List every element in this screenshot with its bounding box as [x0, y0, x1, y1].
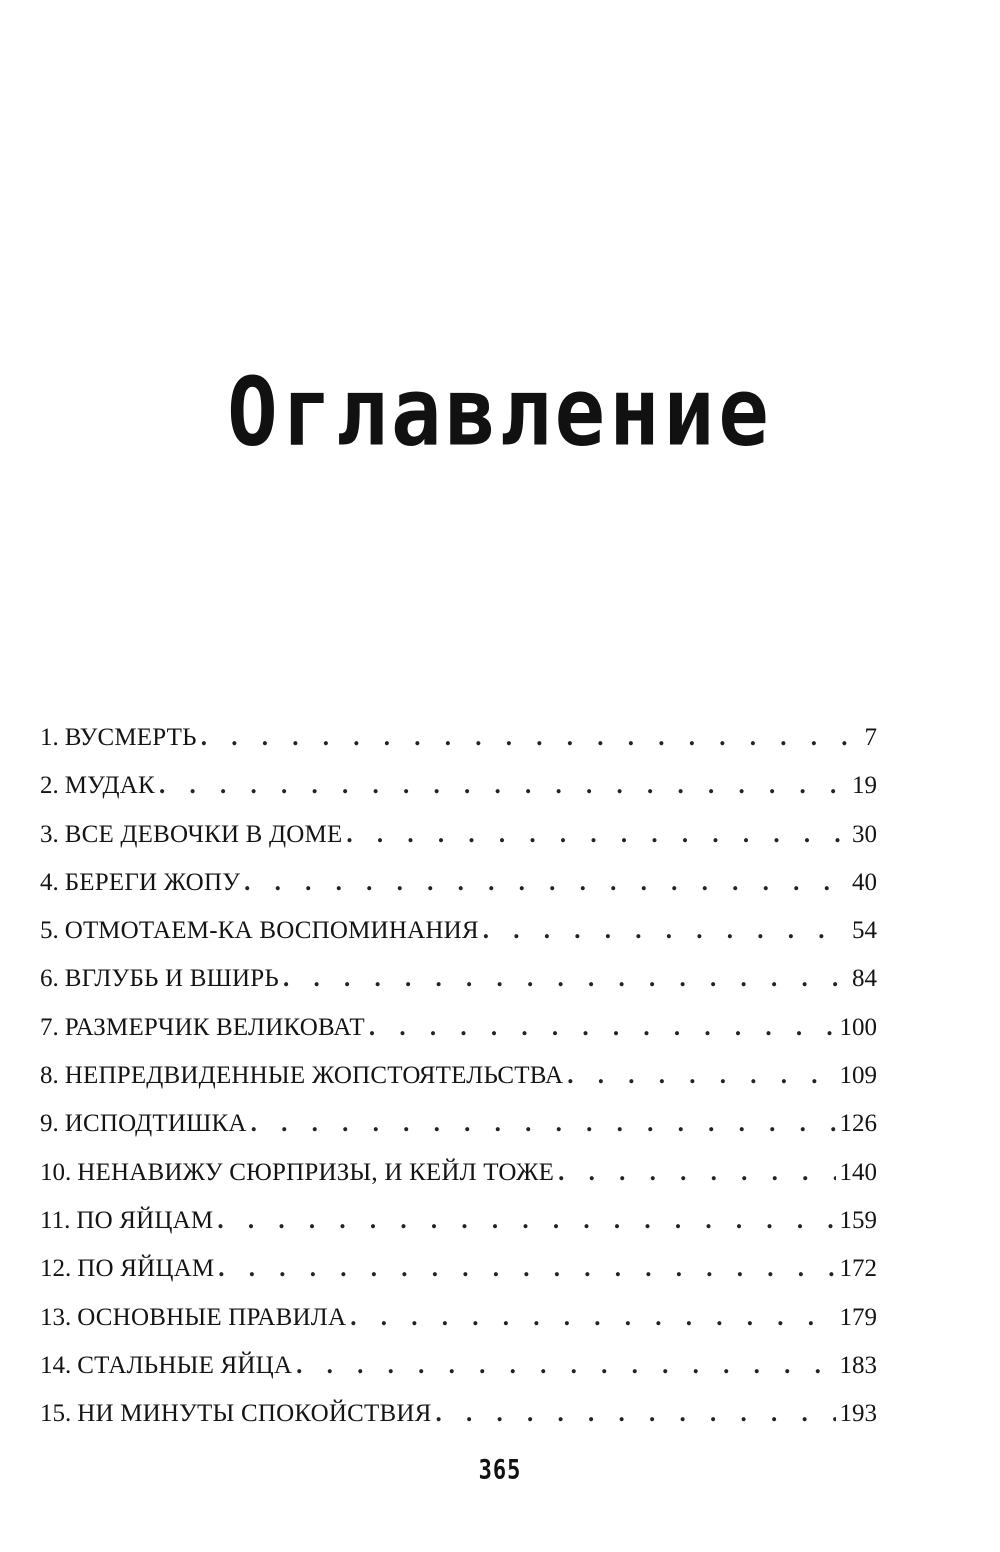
toc-entry-page: 179 [839, 1303, 877, 1331]
toc-entry-title: ОТМОТАЕМ-КА ВОСПОМИНАНИЯ [64, 917, 479, 945]
toc-entry [40, 1100, 877, 1148]
toc-entry-number: 1. [40, 724, 59, 751]
toc-entry-page: 30 [852, 820, 877, 848]
toc-entry [40, 955, 877, 1003]
toc-dot-leader [201, 714, 861, 762]
toc-entry [40, 1004, 877, 1052]
toc-dot-leader [217, 1197, 835, 1245]
toc-dot-leader [350, 1294, 835, 1342]
toc-entry [40, 859, 877, 907]
toc-entry [40, 1390, 877, 1438]
toc-entry-title: ИСПОДТИШКА [64, 1110, 247, 1138]
toc-entry-page: 40 [852, 868, 877, 896]
toc-entry-title: ВУСМЕРТЬ [64, 724, 197, 751]
toc-entry-page: 84 [852, 965, 877, 993]
toc-entry [40, 1052, 877, 1100]
toc-entry-number: 15. [40, 1400, 72, 1428]
toc-dot-leader [296, 1342, 835, 1390]
toc-entry [40, 1245, 877, 1293]
toc-entry-number: 14. [40, 1351, 72, 1379]
toc-entry [40, 907, 877, 955]
toc-entry-number: 13. [40, 1303, 72, 1331]
toc-entry [40, 762, 877, 810]
toc-entry-title: ПО ЯЙЦАМ [76, 1206, 214, 1234]
toc-dot-leader [283, 955, 848, 1003]
toc-entry [40, 1149, 877, 1197]
toc-entry-number: 11. [40, 1206, 71, 1234]
toc-dot-leader [435, 1390, 835, 1438]
toc-entry-title: СТАЛЬНЫЕ ЯЙЦА [77, 1351, 293, 1379]
toc-dot-leader [244, 859, 848, 907]
toc-entry-title: БЕРЕГИ ЖОПУ [64, 868, 241, 896]
toc-entry-title: НЕНАВИЖУ СЮРПРИЗЫ, И КЕЙЛ ТОЖЕ [77, 1158, 555, 1186]
toc-entry-title: РАЗМЕРЧИК ВЕЛИКОВАТ [64, 1013, 365, 1041]
toc-dot-leader [483, 907, 848, 955]
toc-entry [40, 1197, 877, 1245]
toc-entry-title: ПО ЯЙЦАМ [77, 1255, 215, 1283]
toc-dot-leader [218, 1245, 835, 1293]
toc-entry [40, 714, 877, 762]
toc-entry-number: 8. [40, 1062, 59, 1090]
toc-entry-page: 54 [852, 917, 877, 945]
toc-entry-title: МУДАК [64, 772, 155, 800]
table-of-contents [40, 714, 877, 1438]
toc-entry-page: 172 [839, 1255, 877, 1283]
toc-entry-number: 9. [40, 1110, 59, 1138]
toc-entry-number: 12. [40, 1255, 72, 1283]
toc-entry-number: 4. [40, 868, 59, 896]
page-title: Оглавление [227, 357, 773, 467]
toc-entry-page: 183 [839, 1351, 877, 1379]
toc-entry-title: НИ МИНУТЫ СПОКОЙСТВИЯ [77, 1400, 432, 1428]
toc-entry-page: 193 [839, 1400, 877, 1428]
toc-entry-title: ВГЛУБЬ И ВШИРЬ [64, 965, 279, 993]
toc-entry-number: 3. [40, 820, 59, 848]
toc-dot-leader [251, 1100, 836, 1148]
toc-entry-number: 2. [40, 772, 59, 800]
toc-entry-page: 109 [839, 1062, 877, 1090]
toc-entry-title: НЕПРЕДВИДЕННЫЕ ЖОПСТОЯТЕЛЬСТВА [64, 1062, 564, 1090]
toc-dot-leader [558, 1149, 835, 1197]
toc-entry-page: 19 [852, 772, 877, 800]
toc-entry-page: 7 [864, 724, 877, 751]
toc-entry-page: 100 [839, 1013, 877, 1041]
toc-dot-leader [369, 1004, 836, 1052]
toc-entry [40, 811, 877, 859]
toc-entry [40, 1294, 877, 1342]
toc-entry-number: 10. [40, 1158, 72, 1186]
toc-dot-leader [567, 1052, 835, 1100]
toc-entry-page: 126 [839, 1110, 877, 1138]
toc-entry-title: ОСНОВНЫЕ ПРАВИЛА [77, 1303, 347, 1331]
toc-entry-page: 159 [839, 1206, 877, 1234]
toc-dot-leader [346, 811, 848, 859]
toc-entry-number: 5. [40, 917, 59, 945]
toc-entry-title: ВСЕ ДЕВОЧКИ В ДОМЕ [64, 820, 343, 848]
toc-dot-leader [159, 762, 848, 810]
toc-entry [40, 1342, 877, 1390]
page-number: 365 [478, 1455, 522, 1486]
toc-entry-number: 6. [40, 965, 59, 993]
toc-entry-number: 7. [40, 1013, 59, 1041]
toc-entry-page: 140 [839, 1158, 877, 1186]
